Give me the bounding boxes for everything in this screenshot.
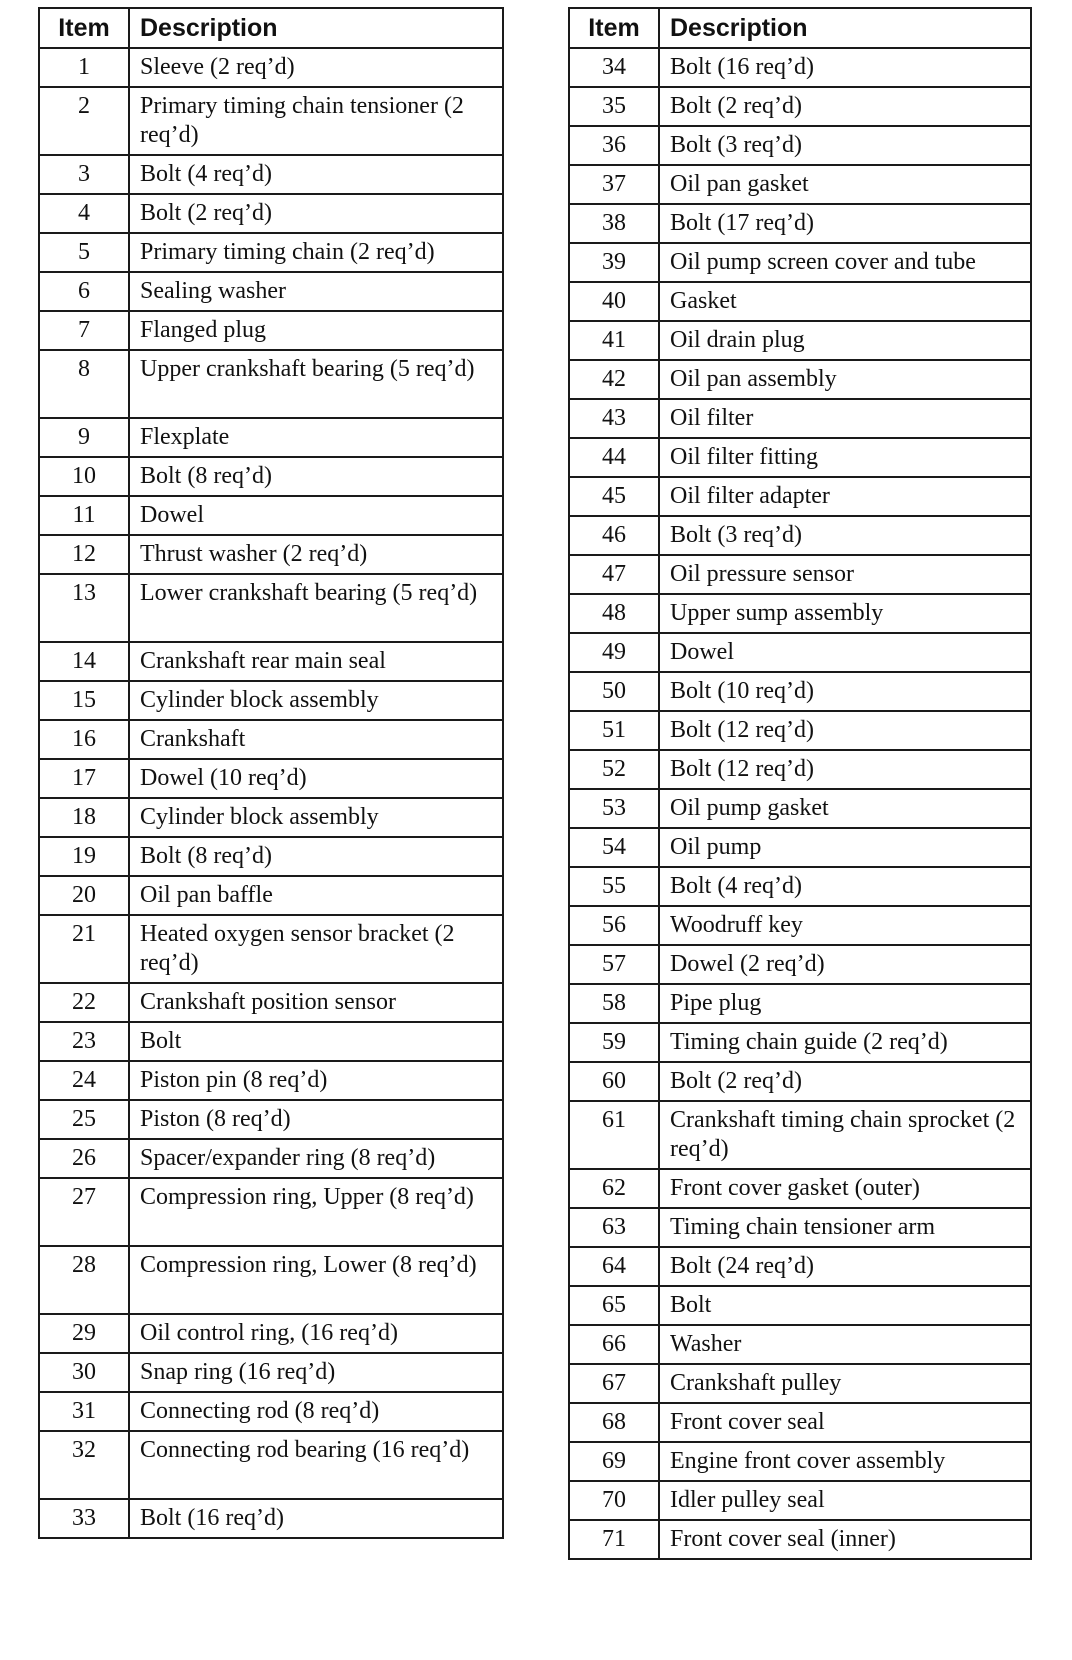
item-description: Engine front cover assembly	[659, 1442, 1031, 1481]
item-description: Bolt (16 req’d)	[659, 48, 1031, 87]
item-description: Bolt (2 req’d)	[659, 87, 1031, 126]
item-number: 35	[569, 87, 659, 126]
item-description: Crankshaft position sensor	[129, 983, 503, 1022]
table-row	[569, 555, 1031, 594]
item-number: 39	[569, 243, 659, 282]
table-row	[569, 1403, 1031, 1442]
item-number: 30	[39, 1353, 129, 1392]
table-row	[39, 1353, 503, 1392]
item-description: Lower crankshaft bearing (5 req’d)	[129, 574, 503, 642]
item-number: 1	[39, 48, 129, 87]
item-description: Bolt (12 req’d)	[659, 750, 1031, 789]
table-row	[569, 165, 1031, 204]
item-description: Snap ring (16 req’d)	[129, 1353, 503, 1392]
item-description: Bolt (3 req’d)	[659, 516, 1031, 555]
item-description: Connecting rod bearing (16 req’d)	[129, 1431, 503, 1499]
table-row	[569, 1325, 1031, 1364]
item-description: Crankshaft	[129, 720, 503, 759]
table-row	[569, 1169, 1031, 1208]
header-row	[39, 8, 503, 48]
item-number: 6	[39, 272, 129, 311]
table-row	[39, 681, 503, 720]
table-row	[39, 1061, 503, 1100]
item-description: Connecting rod (8 req’d)	[129, 1392, 503, 1431]
table-row	[39, 496, 503, 535]
item-number: 42	[569, 360, 659, 399]
table-row	[39, 233, 503, 272]
item-number: 4	[39, 194, 129, 233]
item-description: Crankshaft rear main seal	[129, 642, 503, 681]
item-number: 56	[569, 906, 659, 945]
parts-table-left	[38, 7, 504, 1539]
item-number: 40	[569, 282, 659, 321]
item-number: 64	[569, 1247, 659, 1286]
parts-table-right	[568, 7, 1032, 1560]
description-column-header: Description	[659, 8, 1031, 48]
item-number: 58	[569, 984, 659, 1023]
table-row	[39, 720, 503, 759]
item-number: 34	[569, 48, 659, 87]
table-row	[39, 48, 503, 87]
table-row	[569, 750, 1031, 789]
item-number: 60	[569, 1062, 659, 1101]
item-number: 68	[569, 1403, 659, 1442]
item-description: Heated oxygen sensor bracket (2 req’d)	[129, 915, 503, 983]
item-description: Bolt (12 req’d)	[659, 711, 1031, 750]
item-description: Gasket	[659, 282, 1031, 321]
table-row	[569, 828, 1031, 867]
item-description: Dowel	[659, 633, 1031, 672]
item-number: 31	[39, 1392, 129, 1431]
item-number: 59	[569, 1023, 659, 1062]
item-number: 66	[569, 1325, 659, 1364]
item-number: 21	[39, 915, 129, 983]
table-row	[569, 243, 1031, 282]
table-row	[39, 1022, 503, 1061]
table-row	[39, 983, 503, 1022]
item-description: Oil pressure sensor	[659, 555, 1031, 594]
table-row	[569, 126, 1031, 165]
item-description: Front cover gasket (outer)	[659, 1169, 1031, 1208]
item-number: 37	[569, 165, 659, 204]
item-number: 32	[39, 1431, 129, 1499]
item-description: Crankshaft pulley	[659, 1364, 1031, 1403]
description-column-header: Description	[129, 8, 503, 48]
item-number: 5	[39, 233, 129, 272]
item-description: Compression ring, Upper (8 req’d)	[129, 1178, 503, 1246]
item-number: 22	[39, 983, 129, 1022]
table-row	[569, 477, 1031, 516]
table-row	[569, 438, 1031, 477]
table-row	[569, 399, 1031, 438]
item-number: 11	[39, 496, 129, 535]
item-number: 28	[39, 1246, 129, 1314]
item-number: 13	[39, 574, 129, 642]
item-description: Bolt (4 req’d)	[129, 155, 503, 194]
item-description: Sleeve (2 req’d)	[129, 48, 503, 87]
item-number: 47	[569, 555, 659, 594]
item-number: 65	[569, 1286, 659, 1325]
table-row	[569, 1481, 1031, 1520]
table-row	[569, 1247, 1031, 1286]
item-number: 23	[39, 1022, 129, 1061]
item-number: 41	[569, 321, 659, 360]
item-description: Compression ring, Lower (8 req’d)	[129, 1246, 503, 1314]
item-number: 36	[569, 126, 659, 165]
table-row	[39, 1499, 503, 1538]
item-number: 46	[569, 516, 659, 555]
item-description: Bolt (16 req’d)	[129, 1499, 503, 1538]
table-row	[39, 1246, 503, 1314]
item-description: Bolt (17 req’d)	[659, 204, 1031, 243]
item-number: 33	[39, 1499, 129, 1538]
item-number: 17	[39, 759, 129, 798]
item-number: 8	[39, 350, 129, 418]
item-number: 7	[39, 311, 129, 350]
table-row	[39, 1314, 503, 1353]
table-row	[569, 672, 1031, 711]
table-row	[569, 945, 1031, 984]
item-number: 63	[569, 1208, 659, 1247]
item-description: Upper sump assembly	[659, 594, 1031, 633]
table-row	[569, 204, 1031, 243]
item-number: 2	[39, 87, 129, 155]
table-row	[39, 1178, 503, 1246]
table-row	[569, 594, 1031, 633]
item-description: Bolt (10 req’d)	[659, 672, 1031, 711]
table-row	[569, 711, 1031, 750]
item-number: 26	[39, 1139, 129, 1178]
item-number: 45	[569, 477, 659, 516]
item-number: 9	[39, 418, 129, 457]
item-description: Bolt (2 req’d)	[659, 1062, 1031, 1101]
item-description: Cylinder block assembly	[129, 798, 503, 837]
table-row	[39, 1139, 503, 1178]
item-description: Primary timing chain (2 req’d)	[129, 233, 503, 272]
item-number: 49	[569, 633, 659, 672]
item-description: Idler pulley seal	[659, 1481, 1031, 1520]
item-description: Sealing washer	[129, 272, 503, 311]
table-row	[569, 516, 1031, 555]
item-number: 54	[569, 828, 659, 867]
item-description: Primary timing chain tensioner (2 req’d)	[129, 87, 503, 155]
item-number: 50	[569, 672, 659, 711]
item-number: 10	[39, 457, 129, 496]
item-number: 55	[569, 867, 659, 906]
table-row	[569, 1286, 1031, 1325]
item-description: Spacer/expander ring (8 req’d)	[129, 1139, 503, 1178]
table-row	[569, 1442, 1031, 1481]
item-description: Oil drain plug	[659, 321, 1031, 360]
item-number: 27	[39, 1178, 129, 1246]
item-description: Crankshaft timing chain sprocket (2 req’d)	[659, 1101, 1031, 1169]
item-description: Upper crankshaft bearing (5 req’d)	[129, 350, 503, 418]
item-description: Bolt	[659, 1286, 1031, 1325]
item-number: 19	[39, 837, 129, 876]
table-row	[39, 418, 503, 457]
table-row	[569, 789, 1031, 828]
item-number: 43	[569, 399, 659, 438]
item-number: 12	[39, 535, 129, 574]
item-description: Cylinder block assembly	[129, 681, 503, 720]
item-description: Bolt (8 req’d)	[129, 837, 503, 876]
table-row	[39, 1100, 503, 1139]
table-row	[39, 272, 503, 311]
table-row	[39, 837, 503, 876]
item-description: Flanged plug	[129, 311, 503, 350]
item-description: Piston pin (8 req’d)	[129, 1061, 503, 1100]
item-number: 48	[569, 594, 659, 633]
table-row	[39, 311, 503, 350]
item-description: Flexplate	[129, 418, 503, 457]
table-row	[569, 1023, 1031, 1062]
item-column-header: Item	[569, 8, 659, 48]
table-row	[569, 1208, 1031, 1247]
item-description: Dowel	[129, 496, 503, 535]
table-row	[39, 87, 503, 155]
table-row	[569, 984, 1031, 1023]
item-number: 25	[39, 1100, 129, 1139]
table-row	[569, 1101, 1031, 1169]
item-description: Dowel (2 req’d)	[659, 945, 1031, 984]
item-description: Bolt (8 req’d)	[129, 457, 503, 496]
item-number: 29	[39, 1314, 129, 1353]
table-row	[39, 535, 503, 574]
item-description: Pipe plug	[659, 984, 1031, 1023]
table-row	[39, 457, 503, 496]
table-row	[39, 574, 503, 642]
table-row	[569, 87, 1031, 126]
item-description: Woodruff key	[659, 906, 1031, 945]
table-row	[569, 48, 1031, 87]
table-row	[569, 321, 1031, 360]
item-description: Oil pan assembly	[659, 360, 1031, 399]
item-number: 67	[569, 1364, 659, 1403]
item-description: Thrust washer (2 req’d)	[129, 535, 503, 574]
item-number: 20	[39, 876, 129, 915]
item-number: 69	[569, 1442, 659, 1481]
item-description: Oil control ring, (16 req’d)	[129, 1314, 503, 1353]
item-number: 15	[39, 681, 129, 720]
item-description: Oil filter fitting	[659, 438, 1031, 477]
item-description: Bolt (24 req’d)	[659, 1247, 1031, 1286]
item-number: 70	[569, 1481, 659, 1520]
item-description: Front cover seal (inner)	[659, 1520, 1031, 1559]
table-row	[569, 360, 1031, 399]
item-description: Timing chain tensioner arm	[659, 1208, 1031, 1247]
table-row	[39, 798, 503, 837]
table-row	[569, 867, 1031, 906]
item-description: Oil filter	[659, 399, 1031, 438]
item-number: 61	[569, 1101, 659, 1169]
table-row	[569, 1520, 1031, 1559]
table-row	[39, 1431, 503, 1499]
table-row	[39, 876, 503, 915]
item-number: 44	[569, 438, 659, 477]
item-description: Bolt (2 req’d)	[129, 194, 503, 233]
item-number: 51	[569, 711, 659, 750]
item-number: 3	[39, 155, 129, 194]
item-description: Bolt (4 req’d)	[659, 867, 1031, 906]
item-description: Bolt (3 req’d)	[659, 126, 1031, 165]
item-number: 24	[39, 1061, 129, 1100]
table-row	[39, 1392, 503, 1431]
table-row	[569, 906, 1031, 945]
table-row	[39, 350, 503, 418]
item-description: Oil pan baffle	[129, 876, 503, 915]
table-row	[569, 1062, 1031, 1101]
table-row	[39, 642, 503, 681]
item-description: Bolt	[129, 1022, 503, 1061]
item-description: Oil pump screen cover and tube	[659, 243, 1031, 282]
item-description: Piston (8 req’d)	[129, 1100, 503, 1139]
table-row	[39, 155, 503, 194]
item-description: Oil filter adapter	[659, 477, 1031, 516]
item-description: Oil pump gasket	[659, 789, 1031, 828]
item-description: Dowel (10 req’d)	[129, 759, 503, 798]
table-row	[569, 1364, 1031, 1403]
table-row	[569, 633, 1031, 672]
item-number: 14	[39, 642, 129, 681]
table-row	[39, 194, 503, 233]
item-number: 71	[569, 1520, 659, 1559]
item-number: 53	[569, 789, 659, 828]
item-description: Oil pump	[659, 828, 1031, 867]
item-description: Washer	[659, 1325, 1031, 1364]
item-number: 18	[39, 798, 129, 837]
item-number: 62	[569, 1169, 659, 1208]
item-column-header: Item	[39, 8, 129, 48]
item-number: 38	[569, 204, 659, 243]
item-description: Front cover seal	[659, 1403, 1031, 1442]
item-number: 52	[569, 750, 659, 789]
item-number: 57	[569, 945, 659, 984]
header-row	[569, 8, 1031, 48]
table-row	[569, 282, 1031, 321]
item-description: Oil pan gasket	[659, 165, 1031, 204]
item-description: Timing chain guide (2 req’d)	[659, 1023, 1031, 1062]
table-row	[39, 759, 503, 798]
item-number: 16	[39, 720, 129, 759]
table-row	[39, 915, 503, 983]
